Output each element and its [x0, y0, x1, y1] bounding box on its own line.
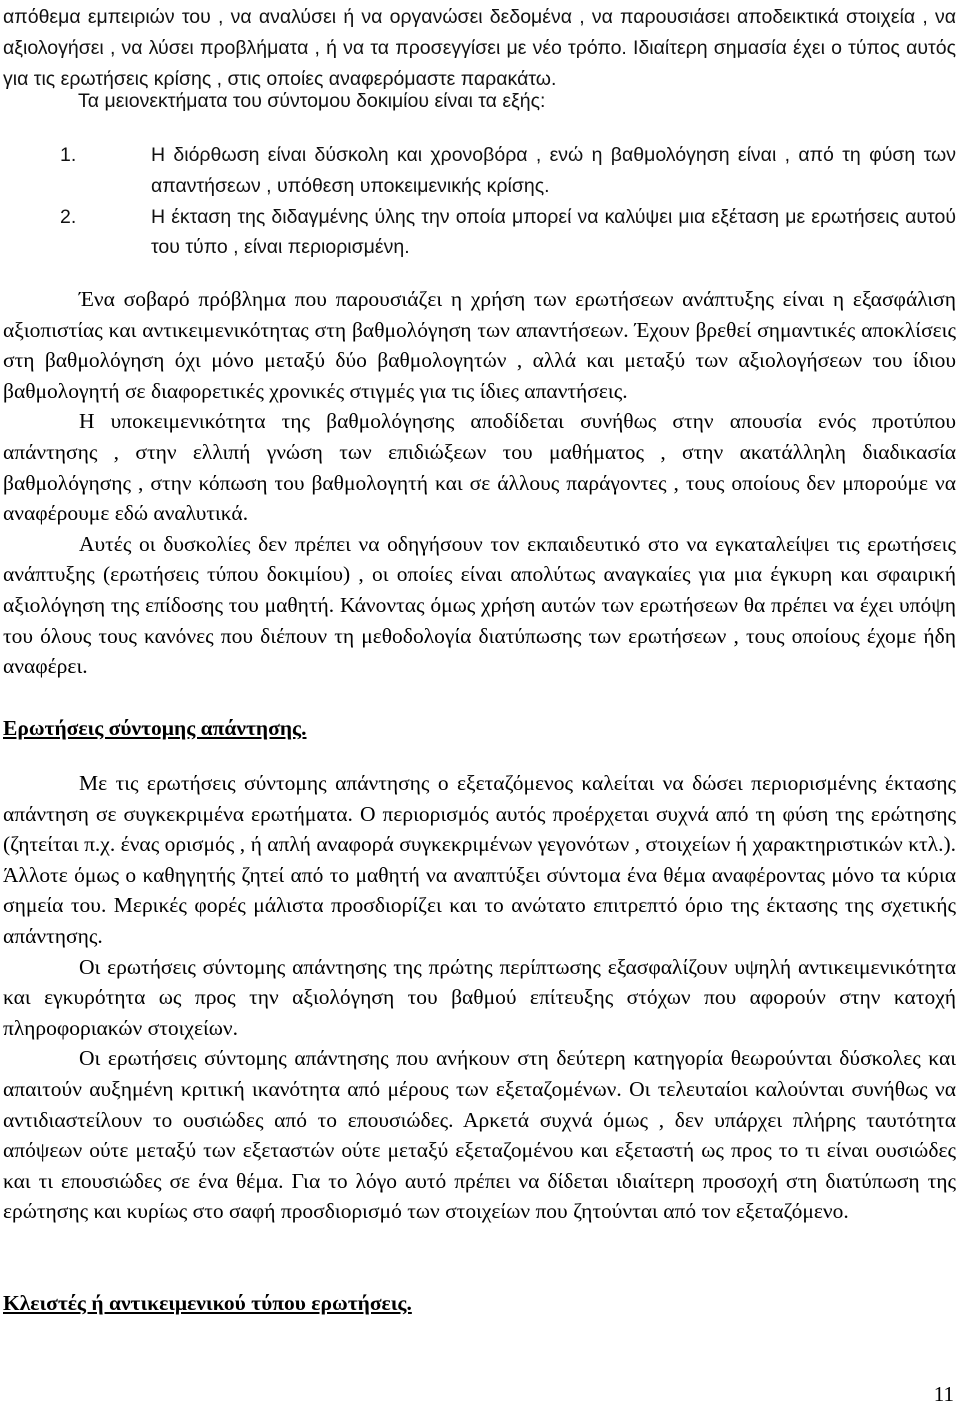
paragraph: Οι ερωτήσεις σύντομης απάντησης της πρώτης περίπτωσης εξασφαλίζουν υψηλή αντικειμενικότητα και εγκυρότητα ως προς την αξιολόγηση του βαθμού επίτευξης στόχων που αφορούν στην κατοχή πληροφοριακών στοιχείων. [3, 954, 956, 1040]
short-answer-section [3, 768, 956, 1227]
section-heading-short-answer: Ερωτήσεις σύντομης απάντησης. [3, 716, 307, 740]
paragraph: Αυτές οι δυσκολίες δεν πρέπει να οδηγήσουν τον εκπαιδευτικό στο να εγκαταλείψει τις ερωτήσεις ανάπτυξης (ερωτήσεις τύπου δοκιμίου) , οι οποίες είναι απολύτως αναγκαίες για μια έγκυρη και σφαιρική αξιολόγηση της επίδοσης του μαθητή. Κάνοντας όμως χρήση αυτών των ερωτήσεων θα πρέπει να έχει υπόψη του όλους τους κανόνες που διέπουν τη μεθοδολογία διατύπωσης των ερωτήσεων , τους οποίους έχομε ήδη αναφέρει. [3, 531, 956, 679]
intro-paragraph: απόθεμα εμπειριών του , να αναλύσει ή να οργανώσει δεδομένα , να παρουσιάσει αποδεικτικά στοιχεία , να αξιολογήσει , να λύσει προβλήματα , ή να τα προσεγγίσει με νέο τρόπο. Ιδιαίτερη σημασία έχει ο τύπος αυτός για τις ερωτήσεις κρίσης , στις οποίες αναφερόμαστε παρακάτω. [3, 6, 956, 90]
paragraph: Η υποκειμενικότητα της βαθμολόγησης αποδίδεται συνήθως στην απουσία ενός προτύπου απάντησης , στην ελλιπή γνώση των επιδιώξεων του μαθήματος , στην ακατάλληλη διαδικασία βαθμολόγησης , στην κόπωση του βαθμολογητή και σε άλλους παράγοντες , τους οποίους δεν μπορούμε να αναφέρουμε εδώ αναλυτικά. [3, 409, 956, 526]
list-item [60, 140, 956, 202]
paragraph: Με τις ερωτήσεις σύντομης απάντησης ο εξεταζόμενος καλείται να δώσει περιορισμένης έκτασης απάντηση σε συγκεκριμένα ερωτήματα. Ο περιορισμός αυτός προέρχεται συχνά από τη φύση της ερώτησης (ζητείται π.χ. ένας ορισμός , ή απλή αναφορά συγκεκριμένων γεγονότων , στοιχείων ή χαρακτηριστικών κτλ.). Άλλοτε όμως ο καθηγητής ζητεί από το μαθητή να αναπτύξει σύντομα ένα θέμα αναφέροντας μόνο τα κύρια σημεία του. Μερικές φορές μάλιστα προσδιορίζει και το ανώτατο επιτρεπτό όριο της έκτασης της σχετικής απάντησης. [3, 771, 956, 948]
drawbacks-lead-in: Τα μειονεκτήματα του σύντομου δοκιμίου είναι τα εξής: [78, 90, 546, 112]
paragraph: Ένα σοβαρό πρόβλημα που παρουσιάζει η χρήση των ερωτήσεων ανάπτυξης είναι η εξασφάλιση αξιοπιστίας και αντικειμενικότητας στη βαθμολόγηση των απαντήσεων. Έχουν βρεθεί σημαντικές αποκλίσεις στη βαθμολόγηση όχι μόνο μεταξύ δύο βαθμολογητών , αλλά και μεταξύ των αξιολογήσεων του ίδιου βαθμολογητή σε διαφορετικές χρονικές στιγμές για τις ίδιες απαντήσεις. [3, 287, 956, 403]
drawbacks-list [60, 140, 956, 263]
list-item-number: 1. [60, 144, 77, 166]
paragraph: Οι ερωτήσεις σύντομης απάντησης που ανήκουν στη δεύτερη κατηγορία θεωρούνται δύσκολες και απαιτούν αυξημένη κριτική ικανότητα από μέρους των εξεταζομένων. Οι τελευταίοι καλούνται συνήθως να αντιδιαστείλουν το ουσιώδες από το επουσιώδες. Αρκετά συχνά όμως , δεν υπάρχει πλήρης ταυτότητα απόψεων ούτε μεταξύ των εξεταστών ούτε μεταξύ εξεταζομένου και εξεταστή ως προς το τι είναι ουσιώδες και τι επουσιώδες σε ένα θέμα. Για το λόγο αυτό πρέπει να δίδεται ιδιαίτερη προσοχή στη διατύπωση της ερώτησης και κυρίως στο σαφή προσδιορισμό των στοιχείων που ζητούνται από τον εξεταζόμενο. [3, 1046, 956, 1224]
list-item-text: Η έκταση της διδαγμένης ύλης την οποία μπορεί να καλύψει μια εξέταση με ερωτήσεις αυτού του τύπο , είναι περιορισμένη. [151, 205, 956, 259]
essay-issues-section [3, 284, 956, 682]
list-item-number: 2. [60, 205, 77, 228]
page-number: 11 [933, 1382, 954, 1406]
list-item [60, 202, 956, 264]
list-item-text: Η διόρθωση είναι δύσκολη και χρονοβόρα , ενώ η βαθμολόγηση είναι , από τη φύση των απαντήσεων , υπόθεση υποκειμενικής κρίσης. [151, 144, 956, 197]
section-heading-closed-questions: Κλειστές ή αντικειμενικού τύπου ερωτήσεις. [3, 1291, 412, 1315]
